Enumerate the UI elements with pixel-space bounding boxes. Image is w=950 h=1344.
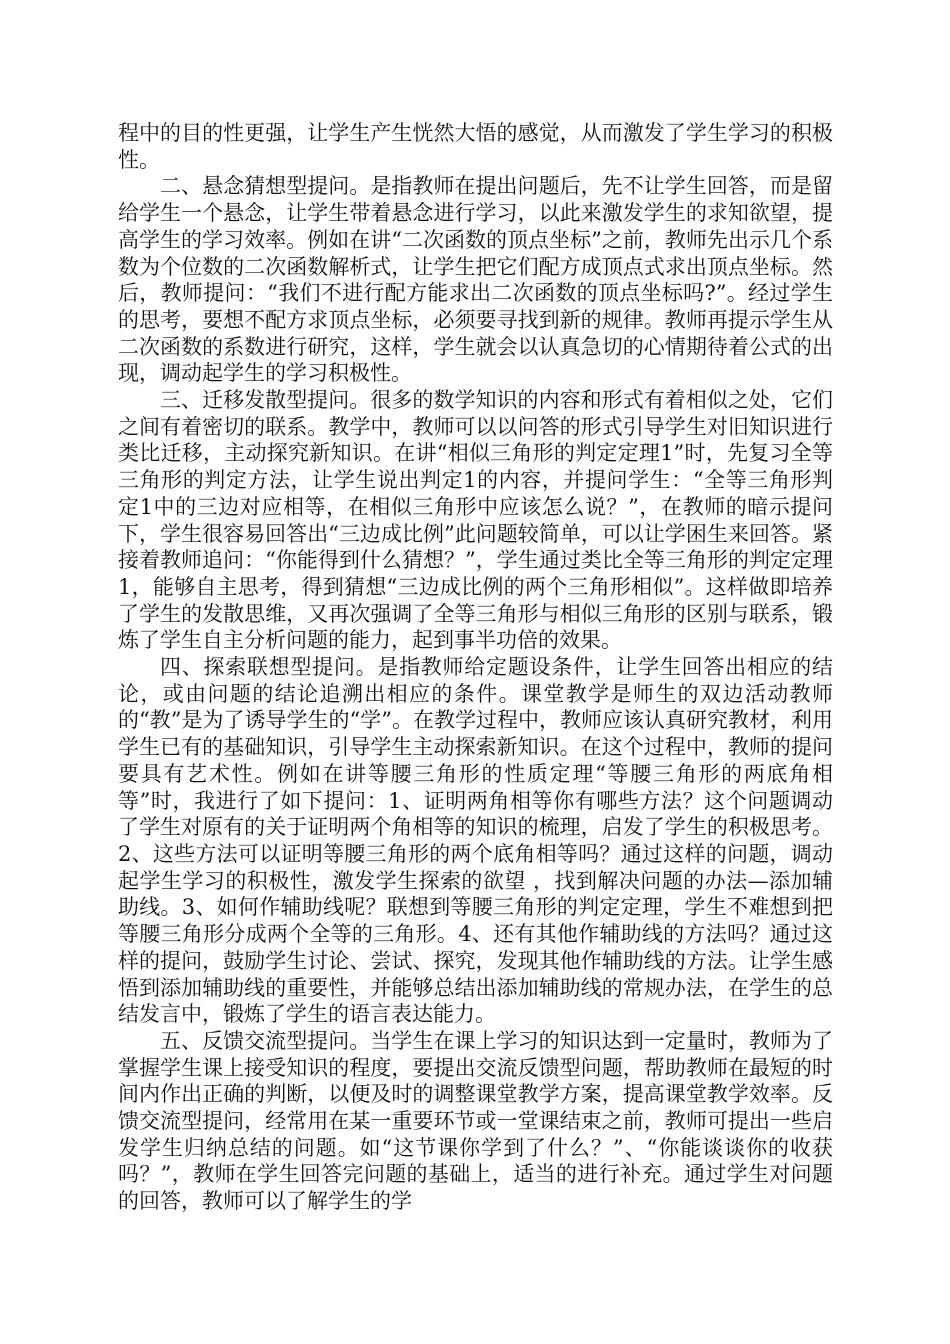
document-page	[118, 120, 833, 1215]
paragraph-section-4-exploration-questioning: 四、探索联想型提问。是指教师给定题设条件，让学生回答出相应的结论，或由问题的结论追溯出相应的条件。课堂教学是师生的双边活动教师的“教”是为了诱导学生的“学”。在教学过程中，教师应该认真研究教材，利用学生已有的基础知识，引导学生主动探索新知识。在这个过程中，教师的提问要具有艺术性。例如在讲等腰三角形的性质定理“等腰三角形的两底角相等”时，我进行了如下提问：1、证明两角相等你有哪些方法？这个问题调动了学生对原有的关于证明两个角相等的知识的梳理，启发了学生的积极思考。2、这些方法可以证明等腰三角形的两个底角相等吗？通过这样的问题，调动起学生学习的积极性，激发学生探索的欲望 ，找到解决问题的办法—添加辅助线。3、如何作辅助线呢？联想到等腰三角形的判定定理，学生不难想到把等腰三角形分成两个全等的三角形。4、还有其他作辅助线的方法吗？通过这样的提问，鼓励学生讨论、尝试、探究，发现其他作辅助线的方法。让学生感悟到添加辅助线的重要性，并能够总结出添加辅助线的常规办法，在学生的总结发言中，锻炼了学生的语言表达能力。	[118, 655, 833, 1027]
paragraph-section-2-suspense-questioning: 二、悬念猜想型提问。是指教师在提出问题后，先不让学生回答，而是留给学生一个悬念，让学生带着悬念进行学习，以此来激发学生的求知欲望，提高学生的学习效率。例如在讲“二次函数的顶点坐标”之前，教师先出示几个系数为个位数的二次函数解析式，让学生把它们配方成顶点式求出顶点坐标。然后，教师提问：“我们不进行配方能求出二次函数的顶点坐标吗?”。经过学生的思考，要想不配方求顶点坐标，必须要寻找到新的规律。教师再提示学生从二次函数的系数进行研究，这样，学生就会以认真急切的心情期待着公式的出现，调动起学生的学习积极性。	[118, 174, 833, 386]
paragraph-continuation: 程中的目的性更强，让学生产生恍然大悟的感觉，从而激发了学生学习的积极性。	[118, 121, 833, 172]
paragraph-section-5-feedback-questioning: 五、反馈交流型提问。当学生在课上学习的知识达到一定量时，教师为了掌握学生课上接受知识的程度，要提出交流反馈型问题，帮助教师在最短的时间内作出正确的判断，以便及时的调整课堂教学方案，提高课堂教学效率。反馈交流型提问，经常用在某一重要环节或一堂课结束之前，教师可提出一些启发学生归纳总结的问题。如“这节课你学到了什么？”、“你能谈谈你的收获吗？”，教师在学生回答完问题的基础上，适当的进行补充。通过学生对问题的回答，教师可以了解学生的学	[118, 1028, 833, 1214]
paragraph-section-3-transfer-questioning: 三、迁移发散型提问。很多的数学知识的内容和形式有着相似之处，它们之间有着密切的联系。教学中，教师可以以问答的形式引导学生对旧知识进行类比迁移，主动探究新知识。在讲“相似三角形的判定定理1”时，先复习全等三角形的判定方法，让学生说出判定1的内容，并提问学生：“全等三角形判定1中的三边对应相等，在相似三角形中应该怎么说？”，在教师的暗示提问下，学生很容易回答出“三边成比例”此问题较简单，可以让学困生来回答。紧接着教师追问：“你能得到什么猜想？”，学生通过类比全等三角形的判定定理1，能够自主思考，得到猜想“三边成比例的两个三角形相似”。这样做即培养了学生的发散思维，又再次强调了全等三角形与相似三角形的区别与联系，锻炼了学生自主分析问题的能力，起到事半功倍的效果。	[118, 388, 833, 653]
